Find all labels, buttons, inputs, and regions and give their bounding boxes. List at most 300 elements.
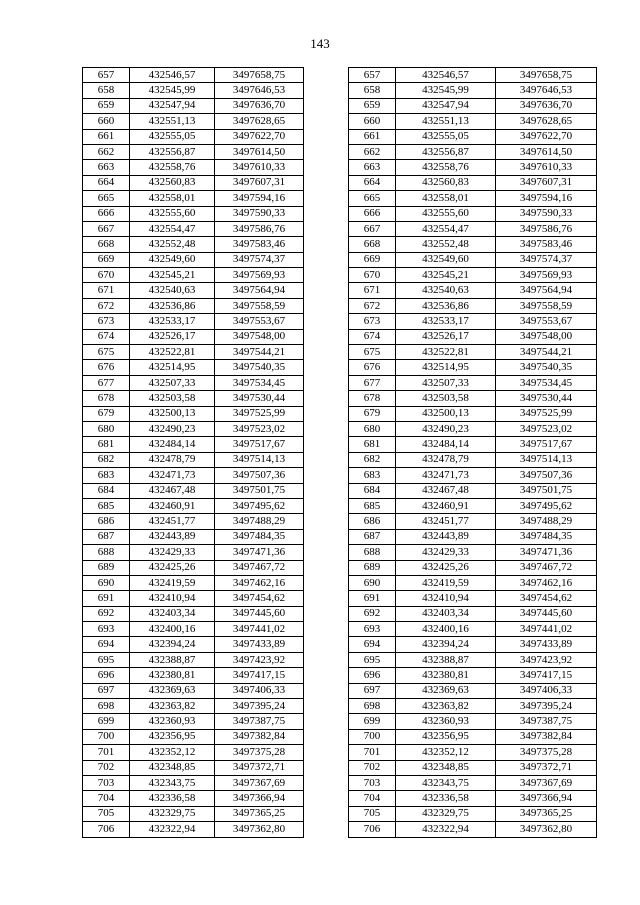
column-gap <box>304 175 349 190</box>
column-gap <box>304 529 349 544</box>
right-point-number-cell: 659 <box>349 98 396 113</box>
column-gap <box>304 144 349 159</box>
table-row <box>83 221 597 236</box>
right-point-number-cell: 671 <box>349 283 396 298</box>
left-point-number-cell: 699 <box>83 714 130 729</box>
left-y-coordinate-cell: 3497569,93 <box>215 268 304 283</box>
column-gap <box>304 714 349 729</box>
left-point-number-cell: 657 <box>83 68 130 83</box>
left-y-coordinate-cell: 3497366,94 <box>215 791 304 806</box>
left-x-coordinate-cell: 432369,63 <box>130 683 215 698</box>
table-row <box>83 775 597 790</box>
left-x-coordinate-cell: 432410,94 <box>130 591 215 606</box>
left-y-coordinate-cell: 3497387,75 <box>215 714 304 729</box>
table-row <box>83 375 597 390</box>
table-row <box>83 529 597 544</box>
right-y-coordinate-cell: 3497375,28 <box>496 745 597 760</box>
left-x-coordinate-cell: 432343,75 <box>130 775 215 790</box>
left-point-number-cell: 663 <box>83 160 130 175</box>
left-y-coordinate-cell: 3497433,89 <box>215 637 304 652</box>
left-y-coordinate-cell: 3497423,92 <box>215 652 304 667</box>
left-point-number-cell: 705 <box>83 806 130 821</box>
table-row <box>83 298 597 313</box>
table-row <box>83 98 597 113</box>
left-x-coordinate-cell: 432348,85 <box>130 760 215 775</box>
column-gap <box>304 745 349 760</box>
table-row <box>83 514 597 529</box>
left-y-coordinate-cell: 3497534,45 <box>215 375 304 390</box>
table-row <box>83 791 597 806</box>
right-y-coordinate-cell: 3497646,53 <box>496 83 597 98</box>
table-row <box>83 144 597 159</box>
column-gap <box>304 822 349 837</box>
right-x-coordinate-cell: 432471,73 <box>396 468 496 483</box>
left-x-coordinate-cell: 432394,24 <box>130 637 215 652</box>
left-y-coordinate-cell: 3497462,16 <box>215 575 304 590</box>
right-point-number-cell: 700 <box>349 729 396 744</box>
table-row <box>83 360 597 375</box>
right-x-coordinate-cell: 432555,05 <box>396 129 496 144</box>
right-y-coordinate-cell: 3497514,13 <box>496 452 597 467</box>
right-x-coordinate-cell: 432526,17 <box>396 329 496 344</box>
coordinates-table <box>82 67 597 838</box>
left-y-coordinate-cell: 3497375,28 <box>215 745 304 760</box>
left-y-coordinate-cell: 3497445,60 <box>215 606 304 621</box>
right-x-coordinate-cell: 432560,83 <box>396 175 496 190</box>
right-x-coordinate-cell: 432522,81 <box>396 345 496 360</box>
right-point-number-cell: 705 <box>349 806 396 821</box>
right-point-number-cell: 685 <box>349 498 396 513</box>
right-x-coordinate-cell: 432503,58 <box>396 391 496 406</box>
table-row <box>83 714 597 729</box>
right-y-coordinate-cell: 3497362,80 <box>496 822 597 837</box>
right-x-coordinate-cell: 432360,93 <box>396 714 496 729</box>
table-row <box>83 637 597 652</box>
column-gap <box>304 191 349 206</box>
table-row <box>83 652 597 667</box>
column-gap <box>304 560 349 575</box>
left-point-number-cell: 673 <box>83 314 130 329</box>
right-x-coordinate-cell: 432336,58 <box>396 791 496 806</box>
left-point-number-cell: 681 <box>83 437 130 452</box>
table-row <box>83 283 597 298</box>
left-y-coordinate-cell: 3497525,99 <box>215 406 304 421</box>
table-row <box>83 468 597 483</box>
right-y-coordinate-cell: 3497423,92 <box>496 652 597 667</box>
left-point-number-cell: 665 <box>83 191 130 206</box>
left-point-number-cell: 683 <box>83 468 130 483</box>
left-point-number-cell: 668 <box>83 237 130 252</box>
right-point-number-cell: 678 <box>349 391 396 406</box>
right-x-coordinate-cell: 432556,87 <box>396 144 496 159</box>
left-y-coordinate-cell: 3497382,84 <box>215 729 304 744</box>
left-x-coordinate-cell: 432503,58 <box>130 391 215 406</box>
table-row <box>83 206 597 221</box>
right-x-coordinate-cell: 432429,33 <box>396 545 496 560</box>
left-point-number-cell: 688 <box>83 545 130 560</box>
right-x-coordinate-cell: 432380,81 <box>396 668 496 683</box>
right-y-coordinate-cell: 3497583,46 <box>496 237 597 252</box>
left-x-coordinate-cell: 432443,89 <box>130 529 215 544</box>
right-point-number-cell: 675 <box>349 345 396 360</box>
left-x-coordinate-cell: 432478,79 <box>130 452 215 467</box>
left-y-coordinate-cell: 3497454,62 <box>215 591 304 606</box>
column-gap <box>304 98 349 113</box>
right-point-number-cell: 673 <box>349 314 396 329</box>
right-point-number-cell: 687 <box>349 529 396 544</box>
right-point-number-cell: 679 <box>349 406 396 421</box>
left-x-coordinate-cell: 432551,13 <box>130 114 215 129</box>
right-x-coordinate-cell: 432352,12 <box>396 745 496 760</box>
column-gap <box>304 68 349 83</box>
left-point-number-cell: 678 <box>83 391 130 406</box>
left-y-coordinate-cell: 3497548,00 <box>215 329 304 344</box>
right-point-number-cell: 696 <box>349 668 396 683</box>
left-y-coordinate-cell: 3497583,46 <box>215 237 304 252</box>
column-gap <box>304 775 349 790</box>
left-y-coordinate-cell: 3497441,02 <box>215 622 304 637</box>
column-gap <box>304 391 349 406</box>
right-x-coordinate-cell: 432545,21 <box>396 268 496 283</box>
right-x-coordinate-cell: 432540,63 <box>396 283 496 298</box>
left-y-coordinate-cell: 3497544,21 <box>215 345 304 360</box>
table-row <box>83 68 597 83</box>
right-x-coordinate-cell: 432460,91 <box>396 498 496 513</box>
left-y-coordinate-cell: 3497467,72 <box>215 560 304 575</box>
left-x-coordinate-cell: 432549,60 <box>130 252 215 267</box>
left-point-number-cell: 693 <box>83 622 130 637</box>
column-gap <box>304 806 349 821</box>
column-gap <box>304 221 349 236</box>
left-x-coordinate-cell: 432546,57 <box>130 68 215 83</box>
left-point-number-cell: 675 <box>83 345 130 360</box>
right-y-coordinate-cell: 3497501,75 <box>496 483 597 498</box>
right-point-number-cell: 666 <box>349 206 396 221</box>
left-x-coordinate-cell: 432451,77 <box>130 514 215 529</box>
right-point-number-cell: 706 <box>349 822 396 837</box>
right-y-coordinate-cell: 3497636,70 <box>496 98 597 113</box>
left-y-coordinate-cell: 3497614,50 <box>215 144 304 159</box>
right-y-coordinate-cell: 3497610,33 <box>496 160 597 175</box>
right-y-coordinate-cell: 3497441,02 <box>496 622 597 637</box>
right-point-number-cell: 684 <box>349 483 396 498</box>
left-point-number-cell: 669 <box>83 252 130 267</box>
right-y-coordinate-cell: 3497544,21 <box>496 345 597 360</box>
left-x-coordinate-cell: 432360,93 <box>130 714 215 729</box>
right-point-number-cell: 669 <box>349 252 396 267</box>
table-row <box>83 560 597 575</box>
left-x-coordinate-cell: 432329,75 <box>130 806 215 821</box>
left-y-coordinate-cell: 3497658,75 <box>215 68 304 83</box>
right-y-coordinate-cell: 3497495,62 <box>496 498 597 513</box>
left-x-coordinate-cell: 432554,47 <box>130 221 215 236</box>
left-point-number-cell: 667 <box>83 221 130 236</box>
right-y-coordinate-cell: 3497590,33 <box>496 206 597 221</box>
left-y-coordinate-cell: 3497517,67 <box>215 437 304 452</box>
left-y-coordinate-cell: 3497540,35 <box>215 360 304 375</box>
left-point-number-cell: 704 <box>83 791 130 806</box>
right-y-coordinate-cell: 3497366,94 <box>496 791 597 806</box>
left-point-number-cell: 696 <box>83 668 130 683</box>
right-y-coordinate-cell: 3497507,36 <box>496 468 597 483</box>
right-point-number-cell: 686 <box>349 514 396 529</box>
left-point-number-cell: 695 <box>83 652 130 667</box>
left-y-coordinate-cell: 3497372,71 <box>215 760 304 775</box>
column-gap <box>304 498 349 513</box>
right-point-number-cell: 657 <box>349 68 396 83</box>
column-gap <box>304 622 349 637</box>
table-row <box>83 329 597 344</box>
table-row <box>83 729 597 744</box>
right-point-number-cell: 688 <box>349 545 396 560</box>
right-point-number-cell: 680 <box>349 421 396 436</box>
right-point-number-cell: 661 <box>349 129 396 144</box>
table-row <box>83 545 597 560</box>
left-x-coordinate-cell: 432536,86 <box>130 298 215 313</box>
left-y-coordinate-cell: 3497636,70 <box>215 98 304 113</box>
left-x-coordinate-cell: 432522,81 <box>130 345 215 360</box>
table-row <box>83 129 597 144</box>
right-x-coordinate-cell: 432343,75 <box>396 775 496 790</box>
table-row <box>83 668 597 683</box>
table-row <box>83 683 597 698</box>
right-x-coordinate-cell: 432552,48 <box>396 237 496 252</box>
table-row <box>83 252 597 267</box>
left-y-coordinate-cell: 3497564,94 <box>215 283 304 298</box>
left-point-number-cell: 676 <box>83 360 130 375</box>
right-point-number-cell: 690 <box>349 575 396 590</box>
right-y-coordinate-cell: 3497564,94 <box>496 283 597 298</box>
table-row <box>83 437 597 452</box>
left-x-coordinate-cell: 432558,01 <box>130 191 215 206</box>
table-row <box>83 745 597 760</box>
right-x-coordinate-cell: 432400,16 <box>396 622 496 637</box>
right-point-number-cell: 703 <box>349 775 396 790</box>
column-gap <box>304 437 349 452</box>
table-row <box>83 114 597 129</box>
left-x-coordinate-cell: 432556,87 <box>130 144 215 159</box>
right-point-number-cell: 682 <box>349 452 396 467</box>
right-point-number-cell: 663 <box>349 160 396 175</box>
right-point-number-cell: 681 <box>349 437 396 452</box>
column-gap <box>304 683 349 698</box>
right-x-coordinate-cell: 432514,95 <box>396 360 496 375</box>
right-y-coordinate-cell: 3497658,75 <box>496 68 597 83</box>
left-x-coordinate-cell: 432380,81 <box>130 668 215 683</box>
column-gap <box>304 129 349 144</box>
right-y-coordinate-cell: 3497387,75 <box>496 714 597 729</box>
left-point-number-cell: 677 <box>83 375 130 390</box>
right-y-coordinate-cell: 3497462,16 <box>496 575 597 590</box>
left-y-coordinate-cell: 3497501,75 <box>215 483 304 498</box>
left-y-coordinate-cell: 3497471,36 <box>215 545 304 560</box>
left-y-coordinate-cell: 3497495,62 <box>215 498 304 513</box>
left-x-coordinate-cell: 432555,60 <box>130 206 215 221</box>
left-x-coordinate-cell: 432555,05 <box>130 129 215 144</box>
table-row <box>83 191 597 206</box>
left-y-coordinate-cell: 3497553,67 <box>215 314 304 329</box>
left-point-number-cell: 659 <box>83 98 130 113</box>
right-y-coordinate-cell: 3497433,89 <box>496 637 597 652</box>
table-row <box>83 822 597 837</box>
left-point-number-cell: 685 <box>83 498 130 513</box>
left-x-coordinate-cell: 432545,21 <box>130 268 215 283</box>
right-x-coordinate-cell: 432348,85 <box>396 760 496 775</box>
right-y-coordinate-cell: 3497530,44 <box>496 391 597 406</box>
right-x-coordinate-cell: 432533,17 <box>396 314 496 329</box>
right-y-coordinate-cell: 3497586,76 <box>496 221 597 236</box>
column-gap <box>304 114 349 129</box>
left-x-coordinate-cell: 432419,59 <box>130 575 215 590</box>
right-point-number-cell: 676 <box>349 360 396 375</box>
right-x-coordinate-cell: 432500,13 <box>396 406 496 421</box>
left-y-coordinate-cell: 3497417,15 <box>215 668 304 683</box>
column-gap <box>304 298 349 313</box>
right-y-coordinate-cell: 3497467,72 <box>496 560 597 575</box>
left-y-coordinate-cell: 3497594,16 <box>215 191 304 206</box>
right-x-coordinate-cell: 432419,59 <box>396 575 496 590</box>
right-x-coordinate-cell: 432554,47 <box>396 221 496 236</box>
left-point-number-cell: 690 <box>83 575 130 590</box>
column-gap <box>304 545 349 560</box>
right-y-coordinate-cell: 3497607,31 <box>496 175 597 190</box>
left-point-number-cell: 698 <box>83 699 130 714</box>
column-gap <box>304 375 349 390</box>
column-gap <box>304 591 349 606</box>
left-y-coordinate-cell: 3497558,59 <box>215 298 304 313</box>
table-row <box>83 622 597 637</box>
left-point-number-cell: 682 <box>83 452 130 467</box>
left-y-coordinate-cell: 3497365,25 <box>215 806 304 821</box>
right-point-number-cell: 668 <box>349 237 396 252</box>
right-point-number-cell: 691 <box>349 591 396 606</box>
right-x-coordinate-cell: 432545,99 <box>396 83 496 98</box>
left-x-coordinate-cell: 432356,95 <box>130 729 215 744</box>
left-x-coordinate-cell: 432336,58 <box>130 791 215 806</box>
column-gap <box>304 652 349 667</box>
column-gap <box>304 360 349 375</box>
table-row <box>83 421 597 436</box>
table-row <box>83 806 597 821</box>
left-x-coordinate-cell: 432547,94 <box>130 98 215 113</box>
column-gap <box>304 237 349 252</box>
left-point-number-cell: 703 <box>83 775 130 790</box>
table-row <box>83 345 597 360</box>
right-y-coordinate-cell: 3497525,99 <box>496 406 597 421</box>
column-gap <box>304 514 349 529</box>
left-x-coordinate-cell: 432526,17 <box>130 329 215 344</box>
left-point-number-cell: 692 <box>83 606 130 621</box>
right-x-coordinate-cell: 432558,01 <box>396 191 496 206</box>
left-point-number-cell: 697 <box>83 683 130 698</box>
right-x-coordinate-cell: 432555,60 <box>396 206 496 221</box>
left-point-number-cell: 684 <box>83 483 130 498</box>
right-point-number-cell: 658 <box>349 83 396 98</box>
right-point-number-cell: 704 <box>349 791 396 806</box>
right-y-coordinate-cell: 3497454,62 <box>496 591 597 606</box>
left-x-coordinate-cell: 432471,73 <box>130 468 215 483</box>
left-y-coordinate-cell: 3497574,37 <box>215 252 304 267</box>
right-x-coordinate-cell: 432425,26 <box>396 560 496 575</box>
left-y-coordinate-cell: 3497406,33 <box>215 683 304 698</box>
right-point-number-cell: 694 <box>349 637 396 652</box>
right-x-coordinate-cell: 432549,60 <box>396 252 496 267</box>
right-point-number-cell: 664 <box>349 175 396 190</box>
right-x-coordinate-cell: 432546,57 <box>396 68 496 83</box>
left-x-coordinate-cell: 432507,33 <box>130 375 215 390</box>
right-y-coordinate-cell: 3497382,84 <box>496 729 597 744</box>
right-y-coordinate-cell: 3497484,35 <box>496 529 597 544</box>
left-y-coordinate-cell: 3497484,35 <box>215 529 304 544</box>
left-x-coordinate-cell: 432388,87 <box>130 652 215 667</box>
table-row <box>83 591 597 606</box>
left-y-coordinate-cell: 3497507,36 <box>215 468 304 483</box>
left-point-number-cell: 691 <box>83 591 130 606</box>
table-row <box>83 268 597 283</box>
left-point-number-cell: 700 <box>83 729 130 744</box>
left-y-coordinate-cell: 3497628,65 <box>215 114 304 129</box>
page-number: 143 <box>310 36 330 51</box>
left-y-coordinate-cell: 3497488,29 <box>215 514 304 529</box>
table-row <box>83 406 597 421</box>
left-x-coordinate-cell: 432533,17 <box>130 314 215 329</box>
column-gap <box>304 760 349 775</box>
right-point-number-cell: 699 <box>349 714 396 729</box>
right-x-coordinate-cell: 432478,79 <box>396 452 496 467</box>
column-gap <box>304 283 349 298</box>
column-gap <box>304 329 349 344</box>
left-y-coordinate-cell: 3497362,80 <box>215 822 304 837</box>
right-y-coordinate-cell: 3497367,69 <box>496 775 597 790</box>
right-point-number-cell: 689 <box>349 560 396 575</box>
right-point-number-cell: 667 <box>349 221 396 236</box>
right-x-coordinate-cell: 432484,14 <box>396 437 496 452</box>
left-point-number-cell: 658 <box>83 83 130 98</box>
left-point-number-cell: 674 <box>83 329 130 344</box>
left-y-coordinate-cell: 3497523,02 <box>215 421 304 436</box>
right-y-coordinate-cell: 3497569,93 <box>496 268 597 283</box>
right-x-coordinate-cell: 432467,48 <box>396 483 496 498</box>
left-point-number-cell: 694 <box>83 637 130 652</box>
right-y-coordinate-cell: 3497553,67 <box>496 314 597 329</box>
right-x-coordinate-cell: 432558,76 <box>396 160 496 175</box>
column-gap <box>304 268 349 283</box>
right-y-coordinate-cell: 3497574,37 <box>496 252 597 267</box>
left-point-number-cell: 671 <box>83 283 130 298</box>
right-y-coordinate-cell: 3497445,60 <box>496 606 597 621</box>
left-point-number-cell: 689 <box>83 560 130 575</box>
left-x-coordinate-cell: 432467,48 <box>130 483 215 498</box>
left-y-coordinate-cell: 3497622,70 <box>215 129 304 144</box>
right-x-coordinate-cell: 432547,94 <box>396 98 496 113</box>
right-y-coordinate-cell: 3497365,25 <box>496 806 597 821</box>
right-x-coordinate-cell: 432388,87 <box>396 652 496 667</box>
right-x-coordinate-cell: 432410,94 <box>396 591 496 606</box>
column-gap <box>304 421 349 436</box>
left-x-coordinate-cell: 432540,63 <box>130 283 215 298</box>
left-point-number-cell: 666 <box>83 206 130 221</box>
right-y-coordinate-cell: 3497488,29 <box>496 514 597 529</box>
left-x-coordinate-cell: 432460,91 <box>130 498 215 513</box>
right-y-coordinate-cell: 3497523,02 <box>496 421 597 436</box>
right-point-number-cell: 665 <box>349 191 396 206</box>
column-gap <box>304 345 349 360</box>
right-x-coordinate-cell: 432356,95 <box>396 729 496 744</box>
left-point-number-cell: 670 <box>83 268 130 283</box>
left-x-coordinate-cell: 432403,34 <box>130 606 215 621</box>
column-gap <box>304 160 349 175</box>
right-point-number-cell: 662 <box>349 144 396 159</box>
